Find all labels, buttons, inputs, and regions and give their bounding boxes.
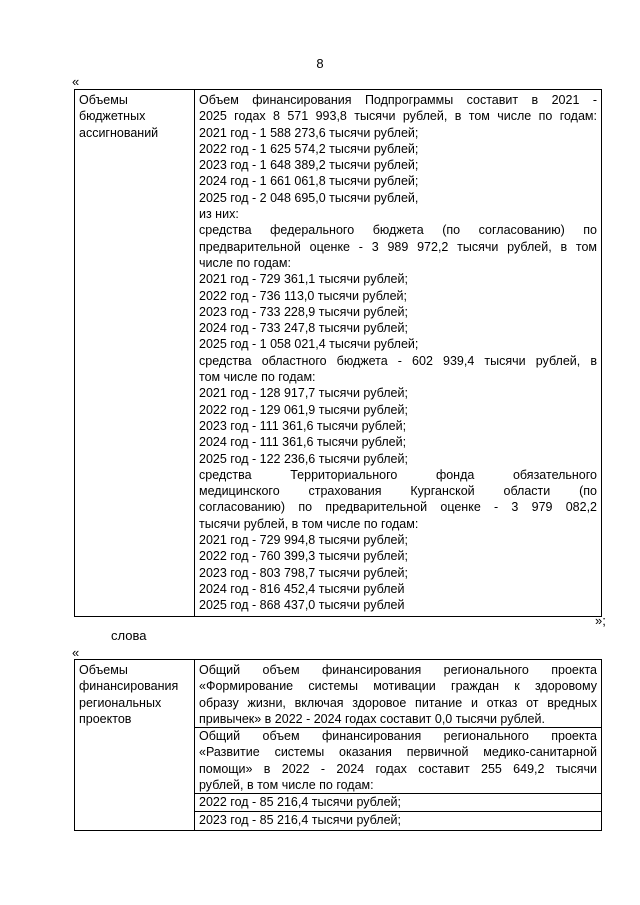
budget-allocations-content <box>195 90 602 617</box>
page-number: 8 <box>316 56 324 71</box>
text-line: привычек» в 2022 - 2024 годах составит 0,0 тысячи рублей. <box>199 711 545 726</box>
regional-projects-content <box>195 660 602 831</box>
opening-quote-second: « <box>72 645 80 660</box>
text-line: образу жизни, включая здоровое питание и отказ от вредных <box>199 695 597 710</box>
text-line: 2023 год - 1 648 389,2 тысячи рублей; <box>199 158 419 173</box>
text-line: 2023 год - 733 228,9 тысячи рублей; <box>199 304 408 319</box>
label-line: финансирования <box>79 679 179 694</box>
text-line: средства федерального бюджета (по согласованию) по <box>199 223 597 238</box>
connecting-word: слова <box>111 628 147 643</box>
text-line: 2021 год - 1 588 273,6 тысячи рублей; <box>199 125 419 140</box>
text-line: числе по годам: <box>199 255 291 270</box>
text-line: 2023 год - 803 798,7 тысячи рублей; <box>199 565 408 580</box>
text-line: 2025 год - 868 437,0 тысячи рублей <box>199 598 405 613</box>
text-line: том числе по годам: <box>199 370 316 385</box>
regional-projects-table <box>74 659 602 831</box>
text-line: 2025 год - 1 058 021,4 тысячи рублей; <box>199 337 419 352</box>
text-line: тысячи рублей, в том числе по годам: <box>199 516 419 531</box>
label-line: Объемы <box>79 663 128 677</box>
label-line: региональных <box>79 695 162 710</box>
text-line: 2022 год - 85 216,4 тысячи рублей; <box>195 793 601 810</box>
text-line: 2025 год - 2 048 695,0 тысячи рублей, <box>199 190 419 205</box>
text-line: 2021 год - 729 994,8 тысячи рублей; <box>199 533 408 548</box>
text-line: 2025 год - 122 236,6 тысячи рублей; <box>199 451 408 466</box>
text-line: медицинского страхования Курганской области (по <box>199 484 597 499</box>
text-line: 2024 год - 1 661 061,8 тысячи рублей; <box>199 174 419 189</box>
text-line: рублей, в том числе по годам: <box>199 778 374 793</box>
label-line: ассигнований <box>79 125 159 140</box>
text-line: согласованию) по предварительной оценке - 3 979 082,2 <box>199 500 597 515</box>
text-line: Общий объем финансирования регионального проекта <box>199 663 597 677</box>
text-line: предварительной оценке - 3 989 972,2 тысячи рублей, в том <box>199 239 597 254</box>
budget-allocations-table <box>74 89 602 617</box>
text-line: 2024 год - 816 452,4 тысячи рублей <box>199 581 405 596</box>
closing-quote: »; <box>595 613 606 628</box>
text-line: 2023 год - 111 361,6 тысячи рублей; <box>199 418 407 433</box>
text-line: 2024 год - 733 247,8 тысячи рублей; <box>199 321 408 336</box>
text-line: средства областного бюджета - 602 939,4 тысячи рублей, в <box>199 353 597 368</box>
text-line: 2022 год - 129 061,9 тысячи рублей; <box>199 402 408 417</box>
opening-quote: « <box>72 74 80 89</box>
text-line: помощи» в 2022 - 2024 годах составит 255 649,2 тысячи <box>199 761 597 776</box>
text-line: 2022 год - 736 113,0 тысячи рублей; <box>199 288 407 303</box>
text-line: 2022 год - 1 625 574,2 тысячи рублей; <box>199 141 419 156</box>
text-line: «Развитие системы оказания первичной медико-санитарной <box>199 745 597 760</box>
budget-allocations-label <box>75 90 195 617</box>
text-line: 2021 год - 729 361,1 тысячи рублей; <box>199 272 408 287</box>
text-line: 2025 годах 8 571 993,8 тысячи рублей, в том числе по годам: <box>199 109 597 124</box>
text-line: из них: <box>199 207 239 222</box>
label-line: Объемы <box>79 93 128 107</box>
text-line: 2022 год - 760 399,3 тысячи рублей; <box>199 549 408 564</box>
text-line: 2023 год - 85 216,4 тысячи рублей; <box>195 811 601 828</box>
text-line: 2024 год - 111 361,6 тысячи рублей; <box>199 435 407 450</box>
text-line: Объем финансирования Подпрограммы составит в 2021 - <box>199 93 597 107</box>
text-line: Общий объем финансирования регионального проекта <box>195 727 601 744</box>
label-line: проектов <box>79 711 132 726</box>
text-line: средства Территориального фонда обязательного <box>199 467 597 482</box>
text-line: «Формирование системы мотивации граждан к здоровому <box>199 679 597 694</box>
regional-projects-label <box>75 660 195 831</box>
label-line: бюджетных <box>79 109 146 124</box>
text-line: 2021 год - 128 917,7 тысячи рублей; <box>199 386 408 401</box>
